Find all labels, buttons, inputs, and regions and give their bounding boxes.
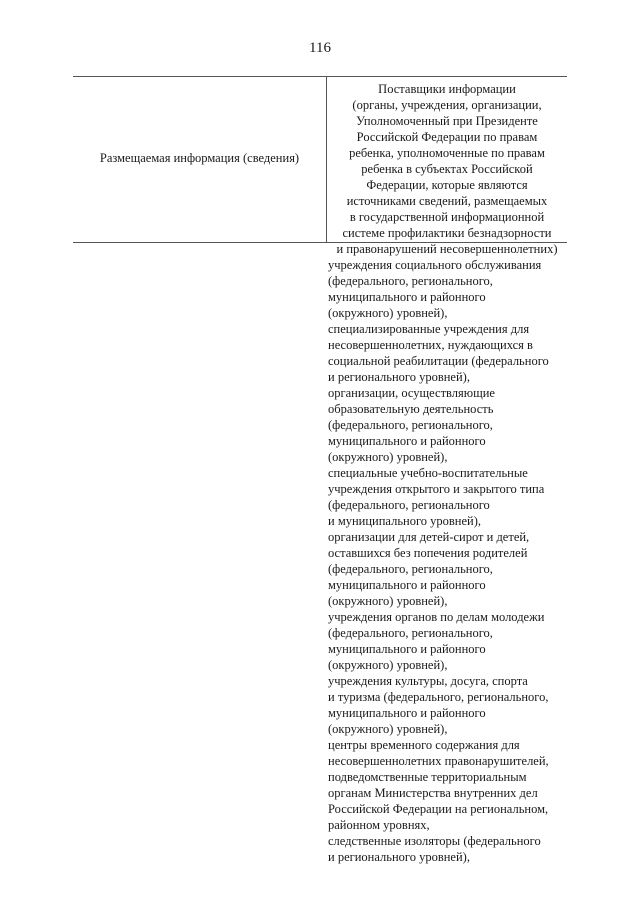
body-line: (федерального, регионального,	[328, 274, 493, 288]
body-line: (окружного) уровней),	[328, 658, 448, 672]
body-line: органам Министерства внутренних дел	[328, 786, 538, 800]
body-line: и регионального уровней),	[328, 370, 470, 384]
header-line: Федерации, которые являются	[366, 178, 528, 192]
header-line: в государственной информационной	[349, 210, 545, 224]
header-line: Российской Федерации по правам	[356, 130, 538, 144]
body-line: (окружного) уровней),	[328, 450, 448, 464]
body-line: учреждения социального обслуживания	[328, 258, 542, 272]
body-line: организации для детей-сирот и детей,	[328, 530, 530, 544]
header-line: источниками сведений, размещаемых	[346, 194, 548, 208]
column-header-info: Размещаемая информация (сведения)	[99, 151, 300, 165]
body-line: (окружного) уровней),	[328, 722, 448, 736]
body-line: учреждения культуры, досуга, спорта	[328, 674, 528, 688]
body-line: (федерального, регионального,	[328, 626, 493, 640]
body-line: муниципального и районного	[328, 434, 486, 448]
page-number: 116	[309, 40, 331, 56]
header-line: (органы, учреждения, организации,	[352, 98, 542, 112]
body-line: организации, осуществляющие	[328, 386, 495, 400]
body-line: (федерального, регионального,	[328, 562, 493, 576]
body-line: муниципального и районного	[328, 706, 486, 720]
body-line: Российской Федерации на региональном,	[328, 802, 549, 816]
header-line: ребенка, уполномоченные по правам	[349, 146, 545, 160]
body-line: учреждения открытого и закрытого типа	[328, 482, 545, 496]
body-line: районном уровнях,	[328, 818, 430, 832]
body-line: муниципального и районного	[328, 578, 486, 592]
body-line: специальные учебно-воспитательные	[328, 466, 528, 480]
body-line: подведомственные территориальным	[328, 770, 527, 784]
body-line: социальной реабилитации (федерального	[328, 354, 549, 368]
providers-list-cell	[328, 257, 568, 865]
header-line: системе профилактики безнадзорности	[342, 226, 552, 240]
body-line: и муниципального уровней),	[328, 514, 482, 528]
body-line: и регионального уровней),	[328, 850, 470, 864]
body-line: центры временного содержания для	[328, 738, 520, 752]
body-line: несовершеннолетних правонарушителей,	[328, 754, 549, 768]
body-line: следственные изоляторы (федерального	[328, 834, 541, 848]
body-line: (окружного) уровней),	[328, 306, 448, 320]
body-line: оставшихся без попечения родителей	[328, 546, 528, 560]
body-line: специализированные учреждения для	[328, 322, 530, 336]
body-line: образовательную деятельность	[328, 402, 494, 416]
body-line: (федерального, регионального,	[328, 418, 493, 432]
body-line: муниципального и районного	[328, 642, 486, 656]
header-line: и правонарушений несовершеннолетних)	[336, 242, 558, 256]
body-line: (окружного) уровней),	[328, 594, 448, 608]
header-line: Поставщики информации	[378, 82, 516, 96]
body-line: и туризма (федерального, регионального,	[328, 690, 549, 704]
body-line: несовершеннолетних, нуждающихся в	[328, 338, 533, 352]
header-line: ребенка в субъектах Российской	[361, 162, 533, 176]
table-top-rule	[73, 76, 567, 77]
body-line: учреждения органов по делам молодежи	[328, 610, 545, 624]
body-line: (федерального, регионального	[328, 498, 490, 512]
header-line: Уполномоченный при Президенте	[356, 114, 538, 128]
column-header-providers	[327, 81, 567, 257]
body-line: муниципального и районного	[328, 290, 486, 304]
